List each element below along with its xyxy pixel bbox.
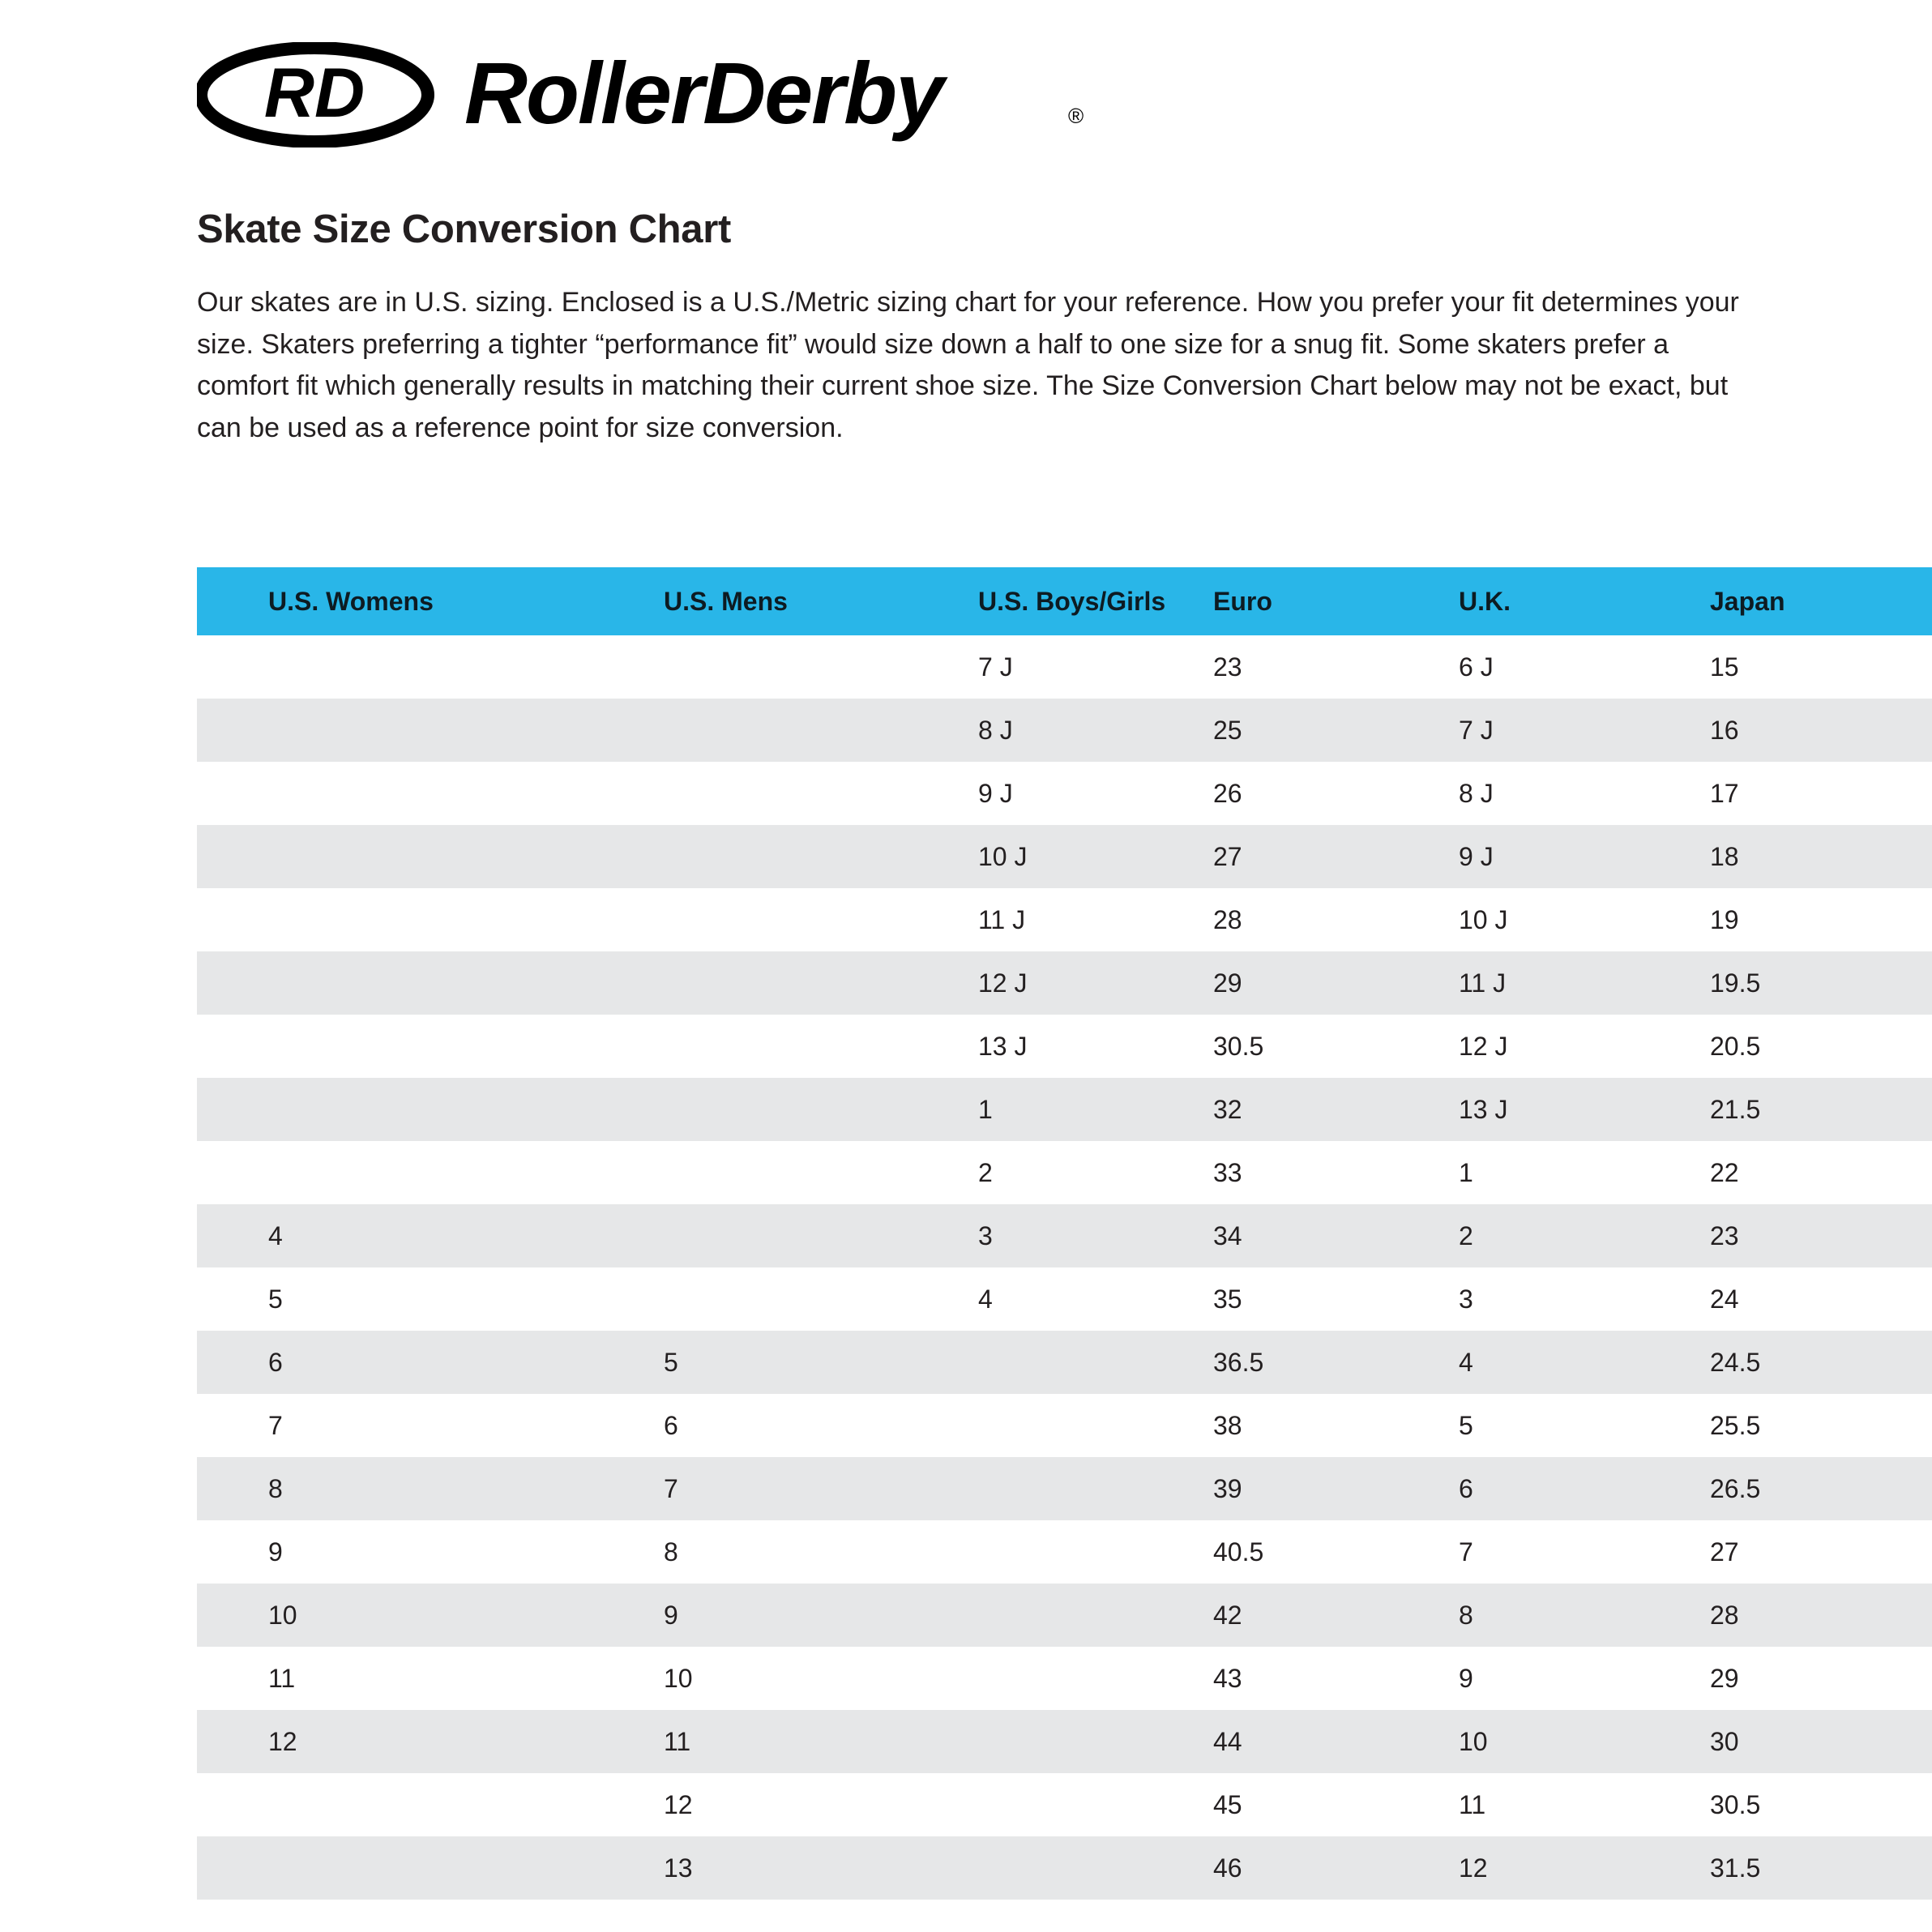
table-cell: 8 J [1438,762,1690,825]
table-cell: 30.5 [1193,1015,1438,1078]
table-cell: 40.5 [1193,1520,1438,1584]
table-cell: 27 [1690,1520,1932,1584]
table-cell [592,951,907,1015]
column-header-uk: U.K. [1438,567,1690,635]
table-cell [592,888,907,951]
table-cell: 11 [1438,1773,1690,1836]
table-cell: 6 [592,1394,907,1457]
table-cell: 32 [1193,1078,1438,1141]
table-cell: 39 [1193,1457,1438,1520]
table-cell: 9 J [907,762,1193,825]
table-row [197,635,1932,699]
table-cell [907,1331,1193,1394]
table-cell: 33 [1193,1141,1438,1204]
column-header-euro: Euro [1193,567,1438,635]
table-cell [907,1710,1193,1773]
table-cell: 28 [1193,888,1438,951]
table-cell: 44 [1193,1710,1438,1773]
table-cell: 3 [1438,1267,1690,1331]
table-cell [592,1141,907,1204]
table-cell [907,1584,1193,1647]
table-cell: 29 [1690,1647,1932,1710]
table-cell [197,825,592,888]
table-cell [592,1204,907,1267]
table-cell: 23 [1193,635,1438,699]
table-cell: 6 [1438,1457,1690,1520]
table-row [197,1647,1932,1710]
table-cell: 45 [1193,1773,1438,1836]
table-cell: 26.5 [1690,1457,1932,1520]
column-header-us-boys-girls: U.S. Boys/Girls [907,567,1193,635]
svg-text:RD: RD [263,54,365,132]
table-cell: 8 [1438,1584,1690,1647]
table-body [197,635,1932,1900]
table-cell: 24 [1690,1267,1932,1331]
table-cell [197,1141,592,1204]
table-cell: 31.5 [1690,1836,1932,1900]
table-header-row [197,567,1932,635]
table-cell [197,951,592,1015]
table-cell: 12 J [1438,1015,1690,1078]
table-cell [592,635,907,699]
table-row [197,1773,1932,1836]
table-cell: 10 [197,1584,592,1647]
table-cell [197,635,592,699]
table-cell [907,1836,1193,1900]
table-cell: 27 [1193,825,1438,888]
table-cell: 6 J [1438,635,1690,699]
page-title: Skate Size Conversion Chart [197,207,732,251]
table-cell: 7 J [907,635,1193,699]
table-cell: 9 J [1438,825,1690,888]
table-cell: 9 [1438,1647,1690,1710]
table-cell: 43 [1193,1647,1438,1710]
size-conversion-table-wrap [197,567,1785,1900]
table-cell: 7 J [1438,699,1690,762]
table-row [197,762,1932,825]
table-row [197,1204,1932,1267]
table-cell: 36.5 [1193,1331,1438,1394]
table-cell: 1 [1438,1141,1690,1204]
table-row [197,888,1932,951]
column-header-japan: Japan [1690,567,1932,635]
table-cell: 12 [1438,1836,1690,1900]
table-cell: 4 [197,1204,592,1267]
table-row [197,1141,1932,1204]
table-cell: 5 [1438,1394,1690,1457]
table-cell: 24.5 [1690,1331,1932,1394]
table-cell: 4 [1438,1331,1690,1394]
table-cell: 30 [1690,1710,1932,1773]
table-cell [592,1015,907,1078]
table-cell: 1 [907,1078,1193,1141]
table-cell: 8 [592,1520,907,1584]
table-row [197,699,1932,762]
table-cell: 8 J [907,699,1193,762]
table-row [197,951,1932,1015]
table-cell: 4 [907,1267,1193,1331]
table-cell [197,1078,592,1141]
table-cell [197,699,592,762]
table-cell: 19.5 [1690,951,1932,1015]
table-cell [907,1520,1193,1584]
table-header [197,567,1932,635]
table-cell: 26 [1193,762,1438,825]
table-cell [592,699,907,762]
table-row [197,1836,1932,1900]
table-cell [592,762,907,825]
table-cell: 21.5 [1690,1078,1932,1141]
table-cell [592,1267,907,1331]
table-cell: 11 [592,1710,907,1773]
roller-derby-logo [197,42,1250,147]
table-cell: 46 [1193,1836,1438,1900]
table-cell: 13 [592,1836,907,1900]
table-cell: 16 [1690,699,1932,762]
table-cell: 10 J [907,825,1193,888]
table-cell: 8 [197,1457,592,1520]
table-row [197,1584,1932,1647]
table-row [197,1457,1932,1520]
table-cell: 11 J [907,888,1193,951]
table-cell: 7 [1438,1520,1690,1584]
table-row [197,1710,1932,1773]
size-conversion-table [197,567,1932,1900]
table-row [197,1015,1932,1078]
table-cell [197,1773,592,1836]
table-cell: 13 J [907,1015,1193,1078]
table-cell [907,1773,1193,1836]
svg-text:RollerDerby: RollerDerby [464,44,943,142]
table-cell: 25.5 [1690,1394,1932,1457]
table-cell: 22 [1690,1141,1932,1204]
table-cell [592,1078,907,1141]
table-cell: 12 J [907,951,1193,1015]
table-cell: 9 [592,1584,907,1647]
table-cell: 12 [197,1710,592,1773]
table-cell: 19 [1690,888,1932,951]
table-cell: 35 [1193,1267,1438,1331]
table-cell: 9 [197,1520,592,1584]
table-cell: 3 [907,1204,1193,1267]
table-cell: 10 [1438,1710,1690,1773]
table-row [197,825,1932,888]
table-cell: 38 [1193,1394,1438,1457]
table-cell [197,1836,592,1900]
table-cell [197,762,592,825]
table-cell: 30.5 [1690,1773,1932,1836]
table-cell: 10 [592,1647,907,1710]
table-cell [907,1394,1193,1457]
table-cell: 20.5 [1690,1015,1932,1078]
table-cell: 5 [592,1331,907,1394]
table-cell: 2 [907,1141,1193,1204]
table-cell: 25 [1193,699,1438,762]
svg-text:®: ® [1068,104,1084,128]
table-cell: 11 J [1438,951,1690,1015]
table-cell: 10 J [1438,888,1690,951]
table-cell: 6 [197,1331,592,1394]
table-cell: 17 [1690,762,1932,825]
table-cell: 42 [1193,1584,1438,1647]
table-cell [197,888,592,951]
table-row [197,1331,1932,1394]
table-cell [197,1015,592,1078]
table-cell: 29 [1193,951,1438,1015]
table-cell: 5 [197,1267,592,1331]
intro-paragraph: Our skates are in U.S. sizing. Enclosed is a U.S./Metric sizing chart for your reference. How you prefer your fit determines your size. Skaters preferring a tighter “performance fit” would size down a half to one size for a snug fit. Some skaters prefer a comfort fit which generally results in matching their current shoe size. The Size Conversion Chart below may not be exact, but can be used as a reference point for size conversion. [197,287,1739,444]
table-row [197,1078,1932,1141]
table-cell: 11 [197,1647,592,1710]
table-cell: 13 J [1438,1078,1690,1141]
table-cell: 28 [1690,1584,1932,1647]
table-cell [592,825,907,888]
table-row [197,1520,1932,1584]
table-cell [907,1457,1193,1520]
table-cell: 7 [197,1394,592,1457]
table-cell: 23 [1690,1204,1932,1267]
table-cell: 12 [592,1773,907,1836]
column-header-us-womens: U.S. Womens [197,567,592,635]
column-header-us-mens: U.S. Mens [592,567,907,635]
logo-svg [197,42,1250,147]
table-cell [907,1647,1193,1710]
table-cell: 15 [1690,635,1932,699]
table-row [197,1267,1932,1331]
table-cell: 7 [592,1457,907,1520]
table-row [197,1394,1932,1457]
table-cell: 18 [1690,825,1932,888]
table-cell: 34 [1193,1204,1438,1267]
table-cell: 2 [1438,1204,1690,1267]
